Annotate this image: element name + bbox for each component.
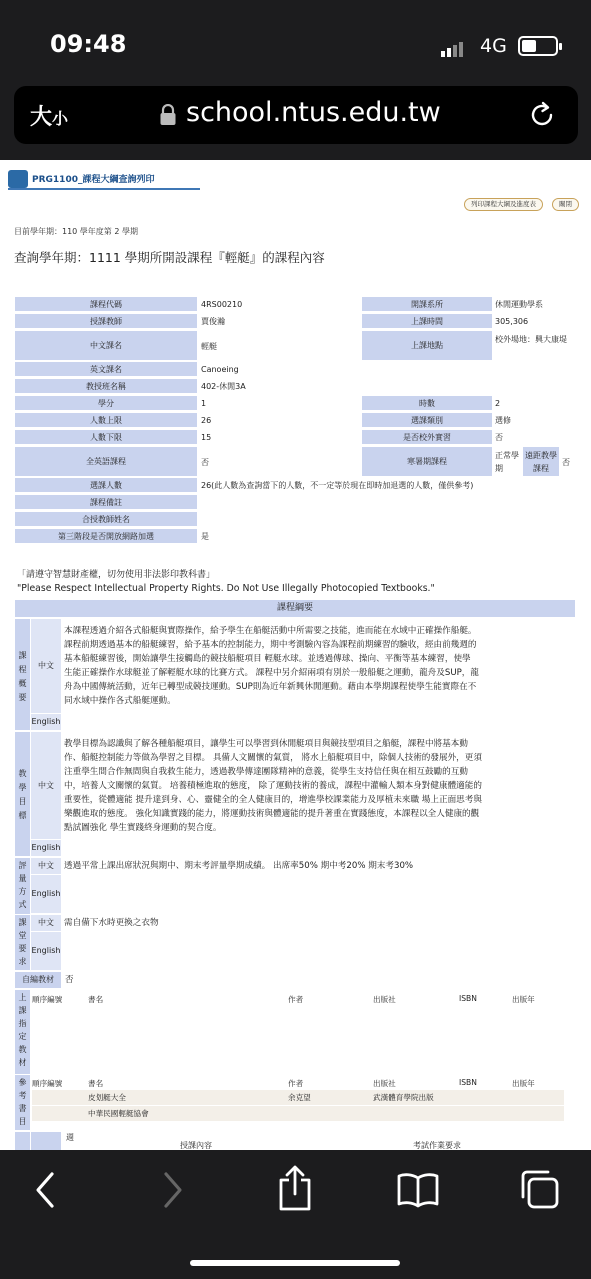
value-teacher: 賈俊瀚 <box>201 317 225 326</box>
status-time: 09:48 <box>50 30 127 58</box>
tabs-icon[interactable] <box>518 1168 560 1210</box>
goals-zh: 教學目標為認識與了解各種船艇項目，讓學生可以學習到休閒艇項目與競技型項目之船艇，課程中將基本動 作、船艇控制能力等做為學習之目標。 具備人文關懷的氣質， 將水上船艇項目中，除個人技術的發展外，更須 注重學生間合作無間與自我救生能力，透過教學傳達團隊精神的意義，從學生支持信任與在相互鼓勵的互動 中，培養人文關懷的氣質。 培養積極進取的態度， 除了運動技術的養成，課程中灌輸人類本身對健康體適能的 重要性，從體適能 提升達到身、心、靈健全的全人健康目的，增進學校課業能力及厚植未來職 場上正面思考與 樂觀進取的態度。 強化知識實踐的能力，將運動技術與體適能的提升著重在實踐態度，本課程以全人健康的觀 點試圖強化 學生實踐終身運動的契合度。 <box>64 739 482 833</box>
schedule-exam: 考試作業要求 <box>413 1141 461 1150</box>
label-min: 人數下限 <box>15 430 197 445</box>
col-title: 書名 <box>88 1079 104 1088</box>
label-max: 人數上限 <box>15 413 197 428</box>
col-author: 作者 <box>288 1079 304 1088</box>
home-indicator[interactable] <box>190 1260 400 1266</box>
lang-en: English <box>31 932 61 970</box>
eval-zh: 透過平常上課出席狀況與期中、期末考評量學期成績。 出席率50% 期中考20% 期末考30% <box>64 861 414 871</box>
lang-zh: 中文 <box>31 915 61 931</box>
value-max: 26 <box>201 416 212 425</box>
value-hours: 2 <box>495 399 501 408</box>
reference-title: 皮划艇大全 <box>88 1093 126 1102</box>
value-credit: 1 <box>201 399 207 408</box>
schedule-side <box>15 1132 30 1150</box>
goals-label-text: 教學目標 <box>18 769 27 820</box>
value-phase3: 是 <box>201 532 209 541</box>
lock-icon <box>159 104 177 126</box>
header-divider <box>8 188 200 190</box>
lang-zh: 中文 <box>31 858 61 874</box>
web-page <box>0 160 591 1150</box>
value-min: 15 <box>201 433 212 442</box>
document-icon <box>8 170 28 188</box>
back-icon[interactable] <box>32 1170 60 1210</box>
value-place: 校外場地：興大康堤 <box>495 335 567 344</box>
reference-label-text: 參考書目 <box>18 1078 27 1126</box>
battery-fill <box>522 40 536 52</box>
selfmade-value: 否 <box>65 975 74 985</box>
value-english-name: Canoeing <box>201 365 239 374</box>
label-coteacher: 合授教師姓名 <box>15 512 197 527</box>
schedule-content: 授課內容 <box>180 1141 212 1150</box>
network-label: 4G <box>480 35 507 57</box>
lang-en: English <box>31 840 61 856</box>
signal-icon <box>441 38 465 57</box>
label-dept: 開課系所 <box>362 297 492 312</box>
value-type: 選修 <box>495 416 511 425</box>
section-req-label <box>15 915 30 970</box>
text-size-button[interactable] <box>30 100 68 131</box>
section-overview-label <box>15 619 30 730</box>
lang-en: English <box>31 714 61 730</box>
col-publisher: 出版社 <box>373 1079 396 1088</box>
share-icon[interactable] <box>276 1164 314 1212</box>
col-no: 順序編號 <box>32 1079 63 1088</box>
label-chinese-name: 中文課名 <box>15 331 197 361</box>
lang-zh: 中文 <box>31 619 61 713</box>
col-publisher: 出版社 <box>373 995 396 1004</box>
label-enrolled: 選課人數 <box>15 478 197 493</box>
overview-label-text: 課程概要 <box>18 651 27 702</box>
value-english-course: 否 <box>201 458 209 467</box>
label-teacher: 授課教師 <box>15 314 197 329</box>
col-no: 順序編號 <box>32 995 63 1004</box>
label-summer: 寒暑期課程 <box>362 447 492 477</box>
battery-icon <box>518 36 558 56</box>
label-course-code: 課程代碼 <box>15 297 197 312</box>
value-course-code: 4RS00210 <box>201 300 243 309</box>
reference-row <box>32 1106 564 1121</box>
schedule-side-b <box>31 1132 61 1150</box>
reference-publisher: 武漢體育學院出版 <box>373 1093 434 1102</box>
value-distance: 否 <box>562 458 570 467</box>
section-textbook-label <box>15 990 30 1074</box>
current-semester: 目前學年期：110 學年度第 2 學期 <box>14 227 138 236</box>
schedule-week: 週 <box>66 1133 74 1142</box>
label-type: 選課類別 <box>362 413 492 428</box>
close-button[interactable]: 關閉 <box>552 198 579 211</box>
bookmarks-icon[interactable] <box>396 1172 440 1208</box>
print-syllabus-button[interactable]: 列印課程大綱及進度表 <box>464 198 543 211</box>
reference-title: 中華民國輕艇協會 <box>88 1109 149 1118</box>
query-title: 查詢學年期：1111 學期所開設課程『輕艇』的課程內容 <box>14 250 325 265</box>
reference-row <box>32 1090 564 1105</box>
eval-label-text: 評量方式 <box>18 861 27 909</box>
value-time: 305,306 <box>495 317 529 326</box>
req-zh: 需自備下水時更換之衣物 <box>64 918 159 928</box>
lang-zh: 中文 <box>31 732 61 839</box>
safari-toolbar <box>0 1150 591 1279</box>
lang-en: English <box>31 875 61 913</box>
reference-author: 余克望 <box>288 1093 311 1102</box>
label-english-course: 全英語課程 <box>15 447 197 477</box>
value-summer-normal: 正常學期 <box>495 451 519 473</box>
url-text[interactable]: school.ntus.edu.tw <box>186 97 441 128</box>
col-isbn: ISBN <box>459 994 477 1003</box>
ios-top-chrome <box>0 0 591 160</box>
copyright-notice-en: "Please Respect Intellectual Property Rights. Do Not Use Illegally Photocopied Textbooks." <box>17 583 435 594</box>
col-isbn: ISBN <box>459 1078 477 1087</box>
label-phase3: 第三階段是否開放網路加選 <box>15 529 197 544</box>
copyright-notice-zh: 「請遵守智慧財產權，切勿使用非法影印教科書」 <box>17 570 216 580</box>
value-offsite: 否 <box>495 433 503 442</box>
program-title: PRG1100_課程大綱查詢列印 <box>32 175 155 185</box>
value-class: 402-休閒3A <box>201 382 246 391</box>
section-reference-label <box>15 1075 30 1130</box>
col-title: 書名 <box>88 995 104 1004</box>
section-goals-label <box>15 732 30 856</box>
req-label-text: 課堂要求 <box>18 918 27 966</box>
label-distance: 遠距教學課程 <box>523 447 559 477</box>
value-dept: 休閒運動學系 <box>495 300 543 309</box>
address-bar[interactable] <box>14 86 578 144</box>
label-hours: 時數 <box>362 396 492 411</box>
textbook-label-text: 上課指定教材 <box>18 993 27 1067</box>
label-english-name: 英文課名 <box>15 362 197 377</box>
col-author: 作者 <box>288 995 304 1004</box>
label-class: 教授班名稱 <box>15 379 197 394</box>
label-remark: 課程備註 <box>15 495 197 510</box>
value-enrolled: 26(此人數為查詢當下的人數，不一定等於現在即時加退選的人數，僅供參考) <box>201 481 474 490</box>
forward-icon[interactable] <box>158 1170 186 1210</box>
selfmade-label: 自編教材 <box>15 972 61 988</box>
label-time: 上課時間 <box>362 314 492 329</box>
label-offsite: 是否校外實習 <box>362 430 492 445</box>
col-year: 出版年 <box>512 995 535 1004</box>
section-eval-label <box>15 858 30 914</box>
col-year: 出版年 <box>512 1079 535 1088</box>
label-place: 上課地點 <box>362 331 492 361</box>
overview-zh: 本課程透過介紹各式船艇與實際操作，給予學生在船艇活動中所需要之技能，進而能在水域中正確操作船艇。 課程前期透過基本的船艇練習，給予基本的控制能力，期中考測驗內容為課程前期練習的驗收，經由前幾週的 基本船艇練習後，開始讓學生接觸島的競技船艇項目 輕艇水球。並透過傳球、操向、平衡等基本練習，使學 生能正確操作水球艇並了解輕艇水球的比賽方式。 課程中另介紹兩項有別於一般船艇之運動，龍舟及SUP，龍 舟為中國傳統活動，近年已轉型成競技運動。SUP則為近年新興休閒運動。藉由本學期課程使學生能實際在不 同水域中操作各式船艇運動。 <box>64 626 479 706</box>
reload-icon[interactable] <box>526 99 558 131</box>
label-credit: 學分 <box>15 396 197 411</box>
text-size-small: 小 <box>52 109 69 128</box>
outline-header: 課程綱要 <box>15 600 575 617</box>
value-chinese-name: 輕艇 <box>201 342 217 351</box>
text-size-large: 大 <box>30 105 53 130</box>
